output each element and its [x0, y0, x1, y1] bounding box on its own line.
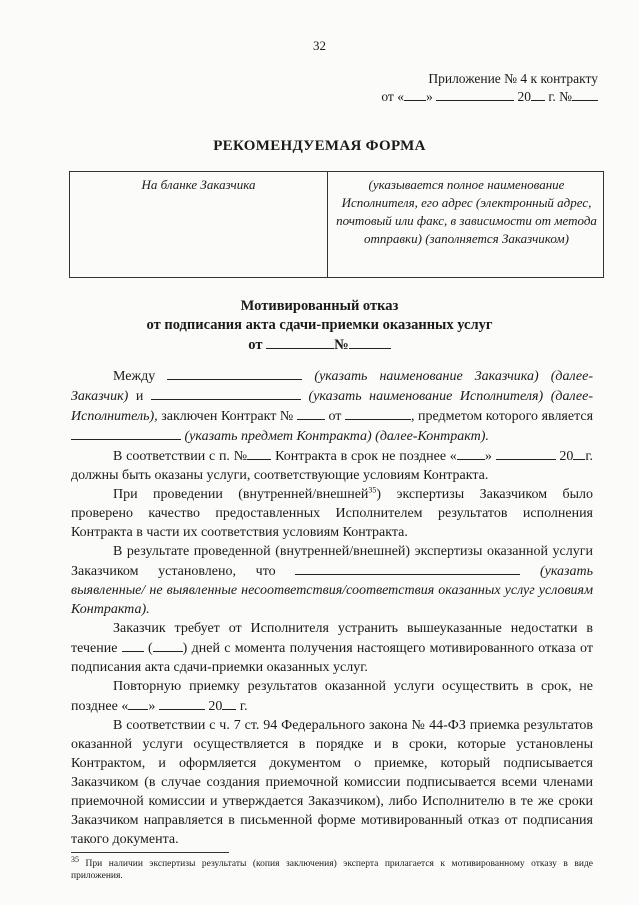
footnote-text: При наличии экспертизы результаты (копия заключения) эксперта прилагается к мотивированному отказу в виде приложения.	[71, 859, 594, 881]
appendix-line-1: Приложение № 4 к контракту	[428, 71, 598, 86]
paragraph-2: В соответствии с п. № Контракта в срок не позднее « » 20 г. должны быть оказаны услуги, соответствующие условиям Контракта.	[71, 446, 593, 485]
blank-days-words	[153, 638, 183, 652]
paragraph-5: Заказчик требует от Исполнителя устранить вышеуказанные недостатки в течение ( ) дней с момента получения настоящего мотивированного отказа от подписания акта сдачи-приемки оказанных услуг.	[71, 621, 593, 675]
blank-month	[496, 446, 556, 460]
header-cell-right: (указывается полное наименование Исполнителя, его адрес (электронный адрес, почтовый или факс, в зависимости от метода отправки) (заполняется Заказчиком)	[336, 177, 597, 246]
blank-date	[266, 335, 334, 349]
blank-contract-number	[297, 406, 325, 420]
paragraph-3: При проведении (внутренней/внешней$^{35}$) экспертизы Заказчиком было проверено качество предоставленных Исполнителем результатов исполнения Контракта в части их соответствия условиям Контракта.	[71, 485, 594, 540]
appendix-reference	[381, 70, 598, 106]
appendix-line-2: от « » 20 г. №	[381, 88, 598, 106]
blank-findings	[295, 561, 520, 575]
footnote-reference: 35	[368, 485, 377, 495]
header-table	[69, 171, 604, 278]
blank-number	[572, 88, 598, 101]
form-title: РЕКОМЕНДУЕМАЯ ФОРМА	[213, 138, 426, 154]
blank-contract-date	[345, 406, 411, 420]
blank-subject	[71, 426, 181, 440]
blank-number	[349, 335, 391, 349]
page-number: 32	[313, 38, 326, 53]
blank-year	[222, 696, 236, 710]
footnote-rule	[71, 852, 229, 853]
blank-month	[436, 88, 514, 101]
document-title	[0, 297, 639, 355]
blank-year	[573, 446, 585, 460]
blank-month	[159, 696, 205, 710]
blank-day	[128, 696, 148, 710]
title-line-3: от №	[0, 335, 639, 355]
blank-contractor	[151, 386, 301, 400]
paragraph-7: В соответствии с ч. 7 ст. 94 Федерального закона № 44-ФЗ приемка результатов оказанной услуги осуществляется в порядке и в сроки, которые установлены Контрактом, и оформляется документом о приемке, который подписывается Заказчиком (в случае создания приемочной комиссии подписывается всеми членами приемочной комиссии и утверждается Заказчиком), либо Исполнителю в те же сроки Заказчиком направляется в письменной форме мотивированный отказ от подписания такого документа.	[71, 718, 593, 847]
paragraph-4: В результате проведенной (внутренней/внешней) экспертизы оказанной услуги Заказчиком установлено, что (указать выявленные/ не выявленные несоответствия/соответствия оказанных услуг условиям Контракта).	[71, 544, 594, 617]
footnote	[71, 854, 594, 882]
paragraph-1: Между (указать наименование Заказчика) (далее-Заказчик) и (указать наименование Исполнителя) (далее-Исполнитель), заключен Контракт № от , предметом которого является (указать предмет Контракта) (далее-Контракт).	[71, 366, 593, 446]
paragraph-6: Повторную приемку результатов оказанной услуги осуществить в срок, не позднее « » 20 г.	[71, 679, 593, 714]
title-line-1: Мотивированный отказ	[240, 298, 399, 314]
blank-year	[531, 88, 545, 101]
title-line-2: от подписания акта сдачи-приемки оказанных услуг	[146, 317, 493, 333]
blank-customer	[167, 366, 302, 380]
footnote-number: 35	[71, 854, 79, 864]
body-text	[71, 366, 593, 849]
blank-day	[457, 446, 485, 460]
blank-day	[404, 88, 426, 101]
blank-clause	[247, 446, 271, 460]
header-cell-left: На бланке Заказчика	[70, 172, 328, 277]
blank-days-digits	[122, 638, 144, 652]
